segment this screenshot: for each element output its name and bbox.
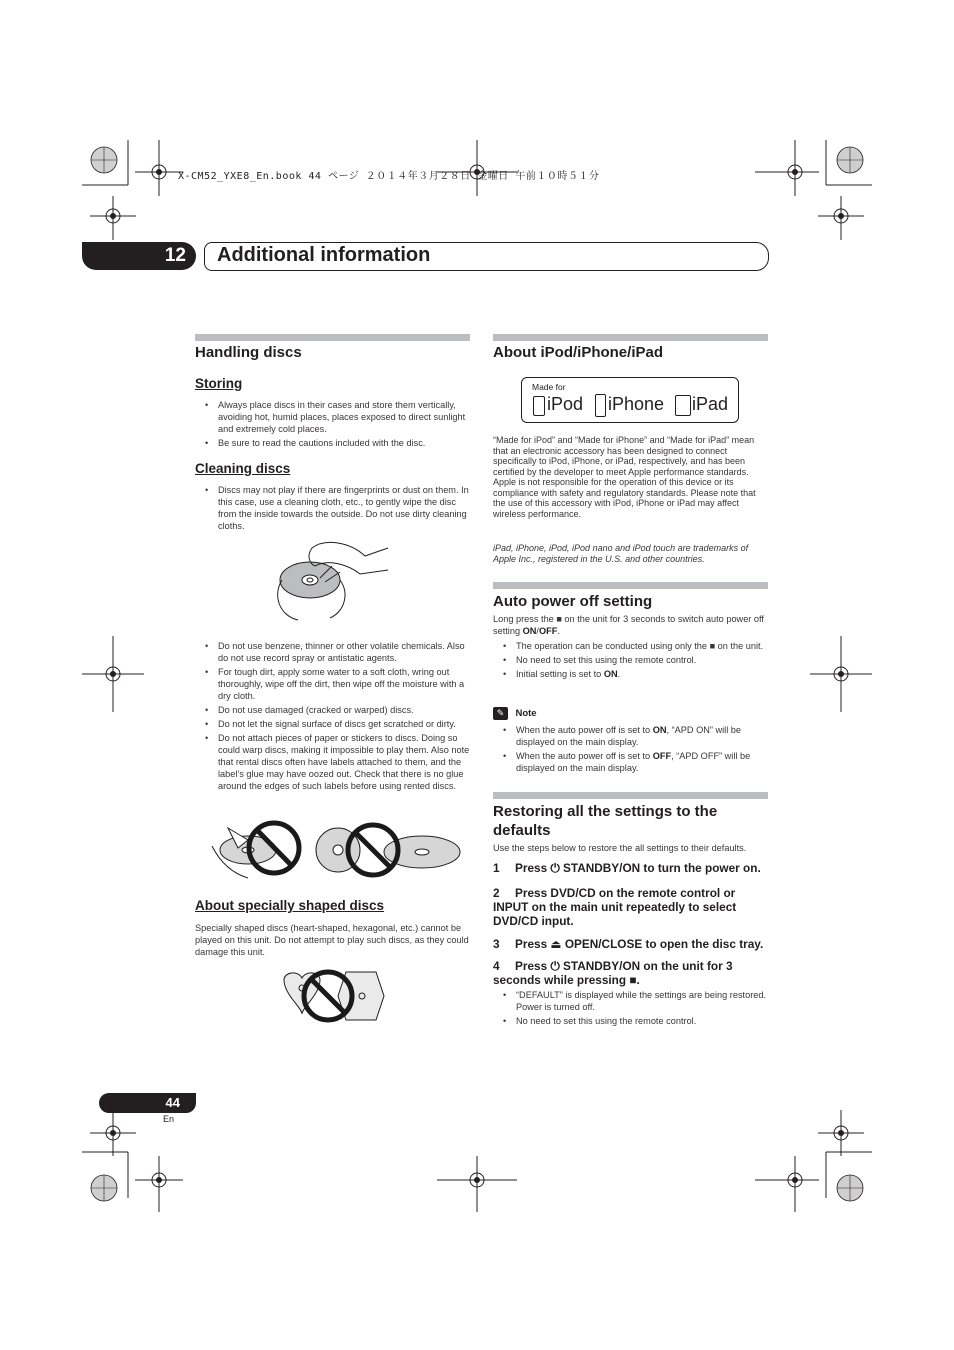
- section-rule: [493, 582, 768, 589]
- off-value: OFF: [538, 626, 558, 636]
- item-text: When the auto power off is set to: [516, 751, 653, 761]
- note-header: [493, 705, 537, 723]
- page-number-tab: [99, 1093, 196, 1113]
- item-text: , “APD ON” will be displayed on the main display.: [516, 725, 742, 747]
- special-shape-disc-illustration: [280, 968, 386, 1024]
- on-value: ON: [652, 725, 667, 735]
- chapter-number-tab: [82, 242, 196, 270]
- step-text: Press ⏏ OPEN/CLOSE to open the disc tray.: [515, 937, 764, 951]
- restore-step-4: [493, 959, 768, 987]
- restore-step-2: [493, 886, 768, 928]
- section-rule: [195, 334, 470, 341]
- restore-intro: Use the steps below to restore the all settings to their defaults.: [493, 843, 747, 853]
- step-text: Press DVD/CD on the remote control or INPUT on the main unit repeatedly to select DVD/CD input.: [493, 886, 737, 928]
- section-rule: [493, 792, 768, 799]
- section-rule: [493, 334, 768, 341]
- restore-step-3: [493, 937, 768, 951]
- step-text: Press ⏻ STANDBY/ON on the unit for 3 seconds while pressing ■.: [493, 959, 733, 987]
- prohibited-disc-handling-illustration: [208, 818, 464, 882]
- list-item: • No need to set this using the remote control.: [493, 654, 768, 666]
- slash: /: [536, 626, 539, 636]
- trademark-text: iPad, iPhone, iPod, iPod nano and iPod touch are trademarks of Apple Inc., registered in the U.S. and other countries.: [493, 543, 749, 564]
- language-code: En: [163, 1114, 175, 1124]
- on-value: ON: [603, 669, 618, 679]
- off-value: OFF: [652, 751, 672, 761]
- special-discs-text: Specially shaped discs (heart-shaped, hexagonal, etc.) cannot be played on this unit. Do not attempt to play such discs, as they could damage this unit.: [195, 923, 469, 957]
- section-title-auto-power-off: Auto power off setting: [493, 593, 653, 610]
- badge-made-for: Made for: [532, 382, 566, 392]
- step-text: Press ⏻ STANDBY/ON to turn the power on.: [515, 861, 761, 875]
- list-item: • The operation can be conducted using only the ■ on the unit.: [493, 640, 768, 652]
- disc-cleaning-illustration: [270, 536, 394, 624]
- subsection-title-special-discs: About specially shaped discs: [195, 898, 385, 913]
- note-list: [493, 724, 768, 776]
- print-header: X-CM52_YXE8_En.book 44 ページ ２０１４年３月２８日 金曜日 午前１０時５１分: [178, 171, 600, 182]
- list-item: [493, 668, 768, 680]
- subsection-title-storing: Storing: [195, 376, 243, 391]
- step-number: 4: [493, 959, 500, 973]
- list-item: • Do not attach pieces of paper or stickers to discs. Doing so could warp discs, making it impossible to play them. Also note that rental discs often have labels attached to them, and the label’s glue may have oozed out. Check that there is no glue around the edges of such labels before using rented discs.: [195, 732, 470, 792]
- cleaning-list: [195, 484, 470, 534]
- badge-iphone: iPhone: [608, 394, 665, 414]
- on-value: ON: [522, 626, 537, 636]
- ipad-icon: [675, 395, 691, 416]
- restore-result-list: [493, 989, 768, 1029]
- chapter-title: Additional information: [217, 244, 431, 266]
- list-item: • Do not use benzene, thinner or other volatile chemicals. Also do not use record spray or antistatic agents.: [195, 640, 470, 664]
- list-item: • For tough dirt, apply some water to a soft cloth, wring out thoroughly, wipe off the dirt, then wipe off the moisture with a dry cloth.: [195, 666, 470, 702]
- chapter-title-bar: [204, 242, 769, 271]
- made-for-ipod-badge: [521, 377, 739, 423]
- ipod-icon: [533, 396, 545, 416]
- list-item: • No need to set this using the remote control.: [493, 1015, 768, 1027]
- item-text: , “APD OFF” will be displayed on the main display.: [516, 751, 751, 773]
- note-icon: ✎: [493, 707, 508, 720]
- storing-list: [195, 399, 470, 451]
- badge-ipad: iPad: [692, 394, 729, 414]
- section-title-restore-defaults: Restoring all the settings to the defaults: [493, 803, 718, 839]
- iphone-icon: [595, 394, 606, 417]
- step-number: 1: [493, 861, 500, 875]
- page-number: 44: [165, 1095, 180, 1110]
- list-item: • “DEFAULT” is displayed while the settings are being restored. Power is turned off.: [493, 989, 768, 1013]
- chapter-number: 12: [164, 245, 186, 266]
- restore-step-1: [493, 861, 768, 875]
- auto-power-off-list: [493, 640, 768, 682]
- item-text: Initial setting is set to: [516, 669, 604, 679]
- list-item: • Discs may not play if there are fingerprints or dust on them. In this case, use a cleaning cloth, etc., to gently wipe the disc from the inside towards the outside. Do not use dirty cleaning cloths.: [195, 484, 470, 532]
- step-number: 2: [493, 886, 500, 900]
- list-item: [493, 750, 768, 774]
- period: .: [617, 669, 621, 679]
- auto-power-off-intro: [493, 613, 768, 637]
- period: .: [557, 626, 560, 636]
- item-text: When the auto power off is set to: [516, 725, 653, 735]
- section-title-ipod: About iPod/iPhone/iPad: [493, 344, 663, 361]
- intro-text: Long press the ■ on the unit for 3 seconds to switch auto power off setting: [493, 614, 764, 636]
- note-label: Note: [515, 708, 537, 720]
- badge-ipod: iPod: [547, 394, 584, 414]
- list-item: • Do not use damaged (cracked or warped) discs.: [195, 704, 470, 716]
- step-number: 3: [493, 937, 500, 951]
- list-item: • Be sure to read the cautions included with the disc.: [195, 437, 470, 449]
- subsection-title-cleaning: Cleaning discs: [195, 461, 291, 476]
- list-item: • Always place discs in their cases and store them vertically, avoiding hot, humid places, places exposed to direct sunlight and extremely cold places.: [195, 399, 470, 435]
- disc-care-list: [195, 640, 470, 794]
- list-item: [493, 724, 768, 748]
- list-item: • Do not let the signal surface of discs get scratched or dirty.: [195, 718, 470, 730]
- section-title-handling-discs: Handling discs: [195, 344, 302, 361]
- ipod-compliance-text: “Made for iPod” and “Made for iPhone” and “Made for iPad” mean that an electronic accessory has been designed to connect specifically to iPod, iPhone, or iPad, respectively, and has been certified by the developer to meet Apple performance standards. Apple is not responsible for the operation of this device or its compliance with safety and regulatory standards. Please note that the use of this accessory with iPod, iPhone or iPad may affect wireless performance.: [493, 435, 756, 519]
